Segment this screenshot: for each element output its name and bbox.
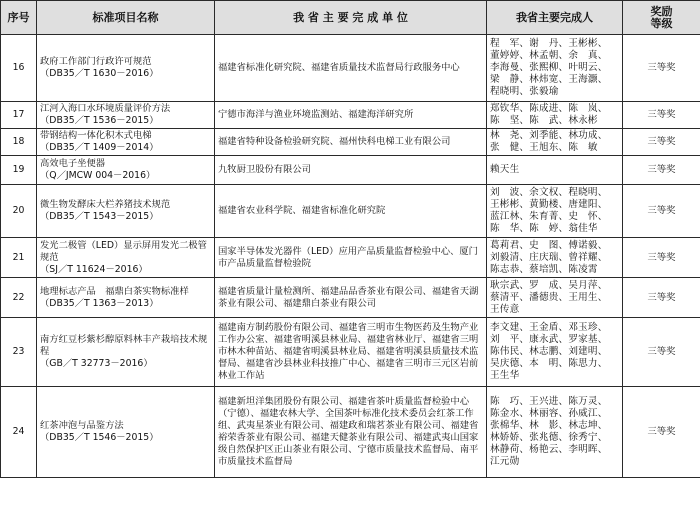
row-award: 三等奖 xyxy=(623,387,700,478)
table-row xyxy=(1,129,700,156)
table-row xyxy=(1,156,700,185)
row-unit: 国家半导体发光器件（LED）应用产品质量监督检验中心、厦门市产品质量监督检验院 xyxy=(215,238,487,278)
row-unit: 九牧厨卫股份有限公司 xyxy=(215,156,487,185)
row-name: 红茶冲泡与品鉴方法 （DB35／T 1546－2015） xyxy=(37,387,215,478)
row-name: 江河入海口水环境质量评价方法 （DB35／T 1536－2015） xyxy=(37,102,215,129)
row-no: 23 xyxy=(1,318,37,387)
row-name: 南方红豆杉紫杉醇原料林丰产栽培技术规程 （GB／T 32773－2016） xyxy=(37,318,215,387)
header-name: 标准项目名称 xyxy=(37,1,215,35)
table-row xyxy=(1,387,700,478)
row-unit: 福建南方制药股份有限公司、福建省三明市生物医药及生物产业工作办公室、福建省明溪县林业局、福建省林业厅、福建省三明市林木种苗站、福建省明溪县林业局、福建省明溪县质量技术监督局、福建省沙县林业科技推广中心、福建省三明市三元区岩前林业工作站 xyxy=(215,318,487,387)
row-no: 17 xyxy=(1,102,37,129)
row-name: 发光二极管（LED）显示屏用发光二极管规范 （SJ／T 11624－2016） xyxy=(37,238,215,278)
row-name: 带钢结构一体化积木式电梯 （DB35／T 1409－2014） xyxy=(37,129,215,156)
row-no: 24 xyxy=(1,387,37,478)
row-award: 三等奖 xyxy=(623,185,700,238)
table-row xyxy=(1,102,700,129)
row-people: 李文建、王金盾、邓玉珍、 刘 平、康永武、罗家基、 陈伟民、林志鹏、刘建明、 吴庆德、本 明、陈思力、 王生华 xyxy=(487,318,623,387)
header-unit: 我 省 主 要 完 成 单 位 xyxy=(215,1,487,35)
row-unit: 福建省特种设备检验研究院、福州快科电梯工业有限公司 xyxy=(215,129,487,156)
row-award: 三等奖 xyxy=(623,35,700,102)
row-no: 16 xyxy=(1,35,37,102)
row-award: 三等奖 xyxy=(623,129,700,156)
row-people: 陈 巧、王兴进、陈万灵、 陈金水、林丽容、孙威江、 张棉华、林 影、林志坤、 林娇娇、张兆德、徐秀宁、 林静荷、杨艳云、李明晖、 江元勋 xyxy=(487,387,623,478)
table-row xyxy=(1,35,700,102)
row-people: 刘 波、余文权、程晓明、 王彬彬、黄勤楼、唐建阳、 蓝江林、朱育菁、史 怀、 陈 华、陈 婷、翁佳华 xyxy=(487,185,623,238)
row-award: 三等奖 xyxy=(623,238,700,278)
table-row xyxy=(1,278,700,318)
row-unit: 福建省农业科学院、福建省标准化研究院 xyxy=(215,185,487,238)
row-award: 三等奖 xyxy=(623,278,700,318)
row-unit: 福建省质量计量检测所、福建品品香茶业有限公司、福建省天湖茶业有限公司、福建鼎白茶业有限公司 xyxy=(215,278,487,318)
row-people: 赖天生 xyxy=(487,156,623,185)
header-award xyxy=(623,1,700,35)
row-name: 高效电子坐便器 （Q／JMCW 004－2016） xyxy=(37,156,215,185)
table-row xyxy=(1,238,700,278)
row-people: 耿宗武、罗 成、吴月萍、 蔡清平、潘德贵、王用生、 王传意 xyxy=(487,278,623,318)
row-no: 22 xyxy=(1,278,37,318)
row-people: 葛莉君、史 图、傅诺毅、 刘毅清、庄庆瑞、曾祥耀、 陈志恭、蔡培凯、陈凌霄 xyxy=(487,238,623,278)
row-award: 三等奖 xyxy=(623,156,700,185)
row-unit: 宁德市海洋与渔业环境监测站、福建海洋研究所 xyxy=(215,102,487,129)
row-no: 18 xyxy=(1,129,37,156)
row-award: 三等奖 xyxy=(623,318,700,387)
row-no: 19 xyxy=(1,156,37,185)
header-no: 序号 xyxy=(1,1,37,35)
row-no: 20 xyxy=(1,185,37,238)
row-people: 林 尧、刘季能、林功成、 张 健、王旭东、陈 敏 xyxy=(487,129,623,156)
header-people: 我省主要完成人 xyxy=(487,1,623,35)
row-people: 郑钦华、陈成进、陈 岚、 陈 坚、陈 武、林永彬 xyxy=(487,102,623,129)
header-award-text: 奖励等级 xyxy=(650,4,673,30)
row-no: 21 xyxy=(1,238,37,278)
row-name: 微生物发酵床大栏养猪技术规范 （DB35／T 1543－2015） xyxy=(37,185,215,238)
table-row xyxy=(1,318,700,387)
row-award: 三等奖 xyxy=(623,102,700,129)
row-unit: 福建新坦洋集团股份有限公司、福建省茶叶质量监督检验中心（宁德）、福建农林大学、全国茶叶标准化技术委员会红茶工作组、武夷星茶业有限公司、福建政和瑞茗茶业有限公司、福建省裕荣香茶业有限公司、福建天健茶业有限公司、福建武夷山国家级自然保护区正山茶业有限公司、宁德市质量技术监督局、南平市质量技术监督局 xyxy=(215,387,487,478)
row-unit: 福建省标准化研究院、福建省质量技术监督局行政服务中心 xyxy=(215,35,487,102)
table-row xyxy=(1,185,700,238)
row-people: 程 军、谢 丹、王彬彬、 董婷婷、林孟朝、余 真、 李海曼、张熙柳、叶明云、 梁 静、林炜宽、王海灏、 程晓明、张毅瑜 xyxy=(487,35,623,102)
row-name: 政府工作部门行政许可规范 （DB35／T 1630－2016） xyxy=(37,35,215,102)
row-name: 地理标志产品 福鼎白茶实物标准样 （DB35／T 1363－2013） xyxy=(37,278,215,318)
header-row xyxy=(1,1,700,35)
